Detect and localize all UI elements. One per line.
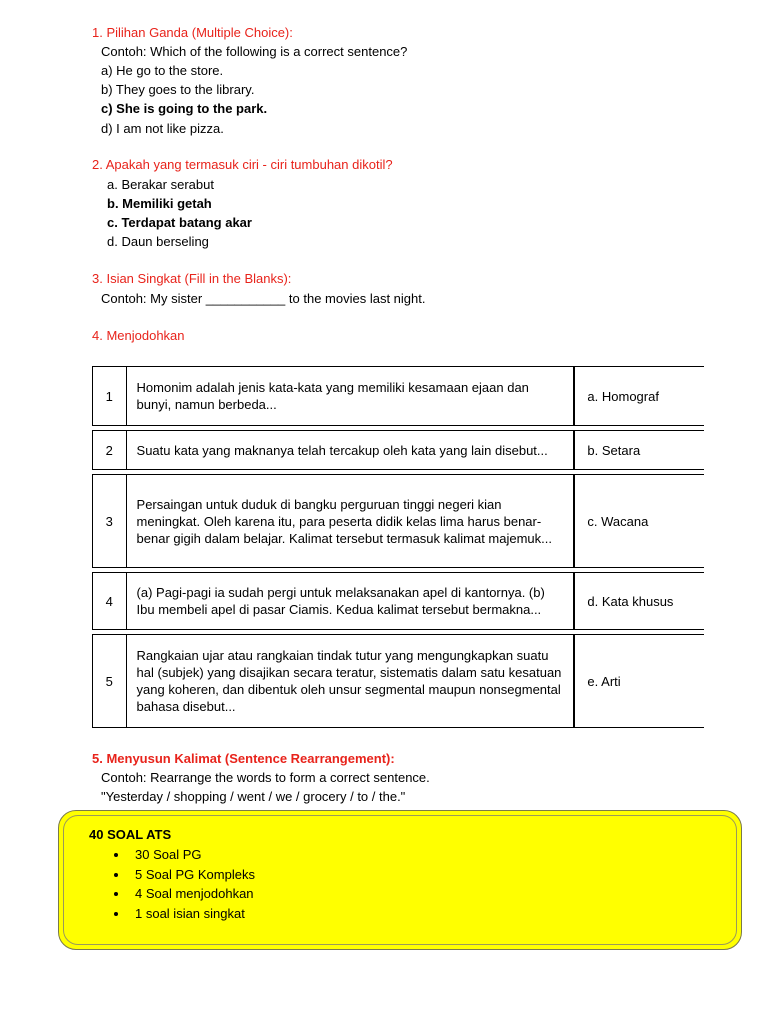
table-row [92, 430, 704, 470]
row-answer: d. Kata khusus [574, 572, 704, 630]
section5-example: Contoh: Rearrange the words to form a correct sentence. [101, 770, 430, 785]
section1-option-a: a) He go to the store. [101, 63, 224, 78]
table-row [92, 366, 704, 426]
row-answer: c. Wacana [574, 474, 704, 568]
row-number: 3 [92, 474, 126, 568]
row-question: Persaingan untuk duduk di bangku perguruan tinggi negeri kian meningkat. Oleh karena itu, para peserta didik kelas lima harus benar-benar gigih dalam belajar. Kalimat tersebut termasuk kalimat majemuk... [126, 474, 575, 568]
row-answer: e. Arti [574, 634, 704, 728]
list-item: • 5 Soal PG Kompleks [129, 865, 255, 885]
section1-heading: 1. Pilihan Ganda (Multiple Choice): [92, 25, 293, 40]
section1-option-c: c) She is going to the park. [101, 101, 268, 116]
section2-option-a: a. Berakar serabut [107, 177, 214, 192]
row-answer: b. Setara [574, 430, 704, 470]
section1-option-d: d) I am not like pizza. [101, 121, 224, 136]
matching-table [92, 366, 704, 728]
row-number: 4 [92, 572, 126, 630]
table-row [92, 634, 704, 728]
row-number: 2 [92, 430, 126, 470]
summary-box [58, 810, 742, 950]
section2-option-c: c. Terdapat batang akar [107, 215, 252, 230]
section5-words: "Yesterday / shopping / went / we / grocery / to / the." [101, 789, 406, 804]
section3-heading: 3. Isian Singkat (Fill in the Blanks): [92, 271, 292, 286]
section1-option-b: b) They goes to the library. [101, 82, 255, 97]
section5-heading: 5. Menyusun Kalimat (Sentence Rearrangement): [92, 751, 395, 766]
row-number: 5 [92, 634, 126, 728]
summary-list [111, 845, 255, 923]
section2-option-d: d. Daun berseling [107, 234, 209, 249]
row-question: Suatu kata yang maknanya telah tercakup oleh kata yang lain disebut... [126, 430, 575, 470]
row-question: Rangkaian ujar atau rangkaian tindak tutur yang mengungkapkan suatu hal (subjek) yang disajikan secara teratur, sistematis dalam satu kesatuan yang koheren, dan dibentuk oleh unsur segmental maupun nonsegmental bahasa disebut... [126, 634, 575, 728]
section2-option-b: b. Memiliki getah [107, 196, 212, 211]
section4-heading: 4. Menjodohkan [92, 328, 185, 343]
section2-heading: 2. Apakah yang termasuk ciri - ciri tumbuhan dikotil? [92, 157, 393, 172]
row-question: Homonim adalah jenis kata-kata yang memiliki kesamaan ejaan dan bunyi, namun berbeda... [126, 366, 575, 426]
row-number: 1 [92, 366, 126, 426]
section1-example: Contoh: Which of the following is a correct sentence? [101, 44, 408, 59]
summary-title: 40 SOAL ATS [89, 827, 172, 842]
row-answer: a. Homograf [574, 366, 704, 426]
table-row [92, 572, 704, 630]
row-question: (a) Pagi-pagi ia sudah pergi untuk melaksanakan apel di kantornya. (b) Ibu membeli apel di pasar Ciamis. Kedua kalimat tersebut bermakna... [126, 572, 575, 630]
table-row [92, 474, 704, 568]
list-item: • 30 Soal PG [129, 845, 255, 865]
list-item: • 1 soal isian singkat [129, 904, 255, 924]
section3-example: Contoh: My sister ___________ to the movies last night. [101, 291, 426, 306]
list-item: • 4 Soal menjodohkan [129, 884, 255, 904]
